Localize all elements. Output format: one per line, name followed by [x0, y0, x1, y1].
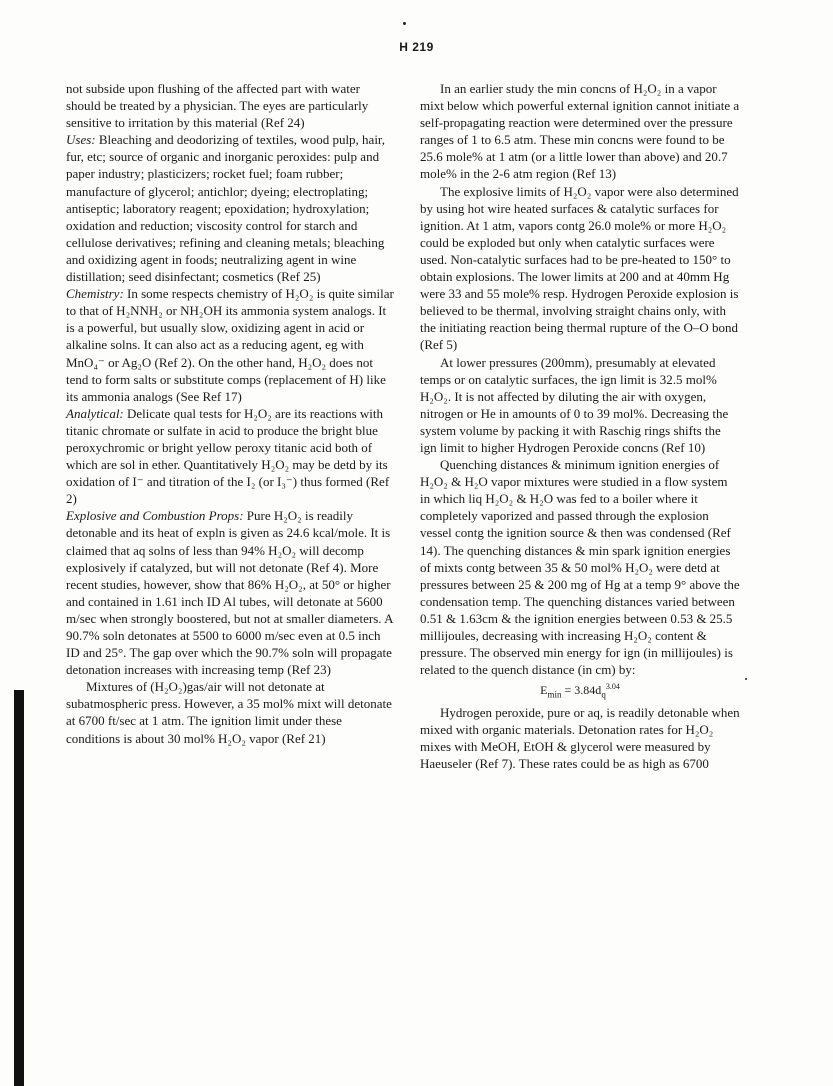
- paragraph-min-concns: In an earlier study the min concns of H₂O₂ in a vapor mixt below which powerful external ignition cannot initiate a self-propagating reaction were determined over the pressure ranges of 1 to 6.5 atm. These min concns were found to be 25.6 mole% at 1 atm (or a little lower than above) and 20.7 mole% in the 2-6 atm region (Ref 13): [420, 81, 740, 182]
- paragraph-uses: [66, 131, 396, 285]
- formula-exponent: 3.04: [605, 682, 620, 692]
- paragraph-explosive-limits: The explosive limits of H₂O₂ vapor were also determined by using hot wire heated surfaces & catalytic surfaces for ignition. At 1 atm, vapors contg 26.0 mole% or more H₂O₂ could be exploded but only when catalytic surfaces were used. Non-catalytic surfaces had to be pre-heated to 150° to obtain explosions. The lower limits at 200 and at 40mm Hg were 33 and 55 mole% resp. Hydrogen Peroxide explosion is believed to be thermal, involving straight chains only, with the initiating reaction being thermal rupture of the O–O bond (Ref 5): [420, 183, 739, 353]
- paragraph-first-aid: not subside upon flushing of the affected part with water should be treated by a physician. The eyes are particularly sensitive to irritation by this material (Ref 24): [66, 81, 369, 131]
- paragraph-analytical: [66, 405, 396, 508]
- chemistry-text: In some respects chemistry of H₂O₂ is quite similar to that of H₂NNH₂ or NH₂OH its ammonia system analogs. It is a powerful, but usually slow, oxidizing agent in acid or alkaline solns. It can also act as a reducing agent, eg with MnO₄⁻ or Ag₂O (Ref 2). On the other hand, H₂O₂ does not tend to form salts or substitute comps (replacement of H) like its ammonia analogs (See Ref 17): [66, 286, 394, 404]
- paragraph-organic-mixtures: Hydrogen peroxide, pure or aq, is readily detonable when mixed with organic materials. Detonation rates for H₂O₂ mixes with MeOH, EtOH & glycerol were measured by Haeuseler (Ref 7). These rates could be as high as 6700: [420, 704, 740, 772]
- explosive-heading: Explosive and Combustion Props:: [66, 508, 244, 524]
- formula-lhs: E: [540, 683, 548, 698]
- uses-heading: Uses:: [66, 132, 96, 148]
- paragraph-mixtures: Mixtures of (H₂O₂)gas/air will not detonate at subatmospheric press. However, a 35 mol% mixt will detonate at 6700 ft/sec at 1 atm. The ignition limit under these conditions is about 30 mol% H₂O₂ vapor (Ref 21): [66, 679, 392, 746]
- paragraph-chemistry: [66, 285, 396, 405]
- analytical-heading: Analytical:: [66, 405, 124, 421]
- left-column: [66, 80, 396, 747]
- right-column: [420, 80, 740, 772]
- formula-eq: = 3.84d: [561, 683, 602, 698]
- paragraph-quenching: Quenching distances & minimum ignition energies of H₂O₂ & H₂O vapor mixtures were studied in a flow system in which liq H₂O₂ & H₂O was fed to a boiler where it completely vaporized and passed through the explosion vessel contg the ignition source & then was condensed (Ref 14). The quenching distances & min spark ignition energies of mixts contg between 35 & 50 mol% H₂O₂ were detd at pressures between 25 & 200 mg of Hg at a temp 9° above the condensation temp. The quenching distances varied between 0.51 & 1.63cm & the ignition energies between 0.53 & 25.5 millijoules, decreasing with increasing H₂O₂ content & pressure. The observed min energy for ign (in millijoules) is related to the quench distance (in cm) by:: [420, 457, 740, 678]
- paragraph-explosive: [66, 507, 396, 678]
- scan-dot: [403, 22, 406, 25]
- explosive-text: Pure H₂O₂ is readily detonable and its heat of expln is given as 24.6 kcal/mole. It is claimed that aq solns of less than 94% H₂O₂ will decomp explosively if catalyzed, but will not detonate (Ref 4). More recent studies, however, show that 86% H₂O₂, at 50° or higher and contained in 1.61 inch ID Al tubes, will detonate at 5600 m/sec when strongly boostered, but not at smaller diameters. A 90.7% soln detonates at 5500 to 6000 m/sec even at 0.5 inch ID and 25°. The gap over which the 90.7% soln will propagate detonation increases with increasing temp (Ref 23): [66, 508, 393, 678]
- chemistry-heading: Chemistry:: [66, 286, 124, 302]
- formula-lhs-sub: min: [547, 689, 562, 700]
- analytical-text: Delicate qual tests for H₂O₂ are its reactions with titanic chromate or sulfate in acid to produce the bright blue peroxychromic or bright yellow peroxy titanic acid both of which are sol in ether. Quantitatively H₂O₂ may be detd by its oxidation of I⁻ and titration of the I₂ (or I₃⁻) thus formed (Ref 2): [66, 405, 390, 507]
- paragraph-lower-pressures: At lower pressures (200mm), presumably at elevated temps or on catalytic surfaces, the ign limit is 32.5 mol% H₂O₂. It is not affected by diluting the air with oxygen, nitrogen or He in amounts of 0 to 39 mol%. Decreasing the system volume by packing it with Raschig rings shifts the ign limit to higher Hydrogen Peroxide concns (Ref 10): [420, 354, 729, 455]
- ignition-energy-formula: [420, 678, 740, 703]
- scan-speck: [745, 678, 747, 680]
- uses-text: Bleaching and deodorizing of textiles, wood pulp, hair, fur, etc; source of organic and inorganic peroxides: pulp and paper industry; plasticizers; rocket fuel; foam rubber; manufacture of glycerol; antichlor; dyeing; electroplating; antiseptic; laboratory reagent; epoxidation; hydroxylation; oxidation and reduction; viscosity control for starch and cellulose derivatives; refining and cleaning metals; bleaching and oxidizing agent in foods; neutralizing agent in wine distillation; seed disinfectant; cosmetics (Ref 25): [66, 132, 385, 285]
- formula-sub: q: [601, 689, 606, 700]
- page-number: H 219: [399, 40, 434, 54]
- scan-edge-bar: [14, 690, 24, 1086]
